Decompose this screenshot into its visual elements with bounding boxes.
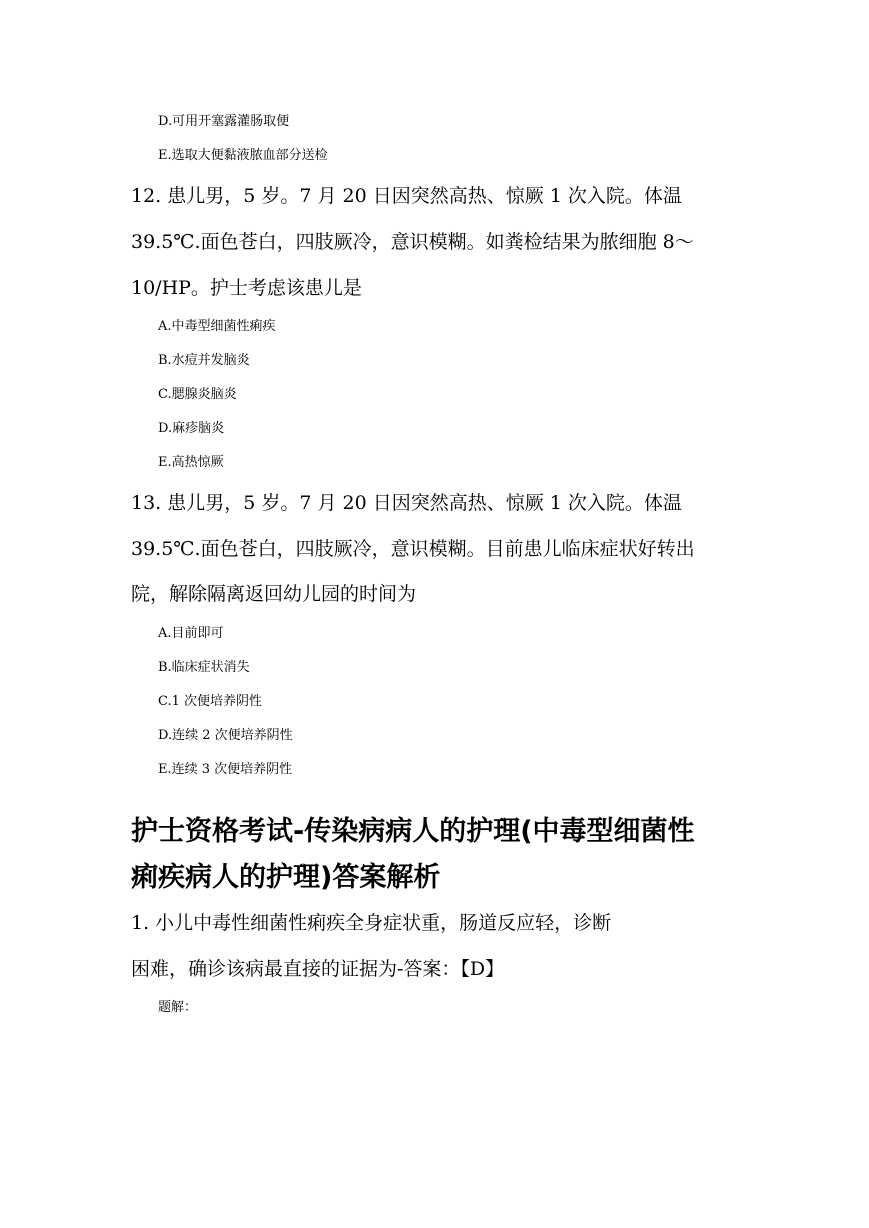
- question-12-line-1: 12. 患儿男，5 岁。7 月 20 日因突然高热、惊厥 1 次入院。体温: [131, 185, 682, 207]
- question-13-option-c: C.1 次便培养阴性: [158, 694, 263, 709]
- question-13-line-3: 院，解除隔离返回幼儿园的时间为: [131, 583, 417, 605]
- question-13-line-2: 39.5℃.面色苍白，四肢厥冷，意识模糊。目前患儿临床症状好转出: [131, 538, 695, 560]
- answer-1-line-2: 困难，确诊该病最直接的证据为-答案：【D】: [131, 958, 505, 980]
- question-12-line-2: 39.5℃.面色苍白，四肢厥冷，意识模糊。如粪检结果为脓细胞 8～: [131, 231, 694, 253]
- section-title-line-1: 护士资格考试-传染病病人的护理(中毒型细菌性: [131, 816, 695, 847]
- question-13-line-1: 13. 患儿男，5 岁。7 月 20 日因突然高热、惊厥 1 次入院。体温: [131, 492, 682, 514]
- section-title-line-2: 痢疾病人的护理)答案解析: [131, 862, 441, 893]
- question-13-option-e: E.连续 3 次便培养阴性: [158, 762, 293, 777]
- question-12-option-c: C.腮腺炎脑炎: [158, 387, 237, 402]
- question-12-option-b: B.水痘并发脑炎: [158, 353, 250, 368]
- question-12-line-3: 10/HP。护士考虑该患儿是: [131, 277, 362, 299]
- answer-1-line-1: 1. 小儿中毒性细菌性痢疾全身症状重，肠道反应轻，诊断: [131, 912, 612, 934]
- question-13-option-d: D.连续 2 次便培养阴性: [158, 728, 293, 743]
- question-12-option-d: D.麻疹脑炎: [158, 421, 225, 436]
- question-13-option-a: A.目前即可: [158, 626, 224, 641]
- question-12-option-e: E.高热惊厥: [158, 455, 224, 470]
- question-12-option-a: A.中毒型细菌性痢疾: [158, 319, 276, 334]
- option-d-prev: D.可用开塞露灌肠取便: [158, 114, 290, 129]
- question-13-option-b: B.临床症状消失: [158, 660, 250, 675]
- answer-1-explanation-label: 题解：: [158, 1000, 198, 1015]
- option-e-prev: E.选取大便黏液脓血部分送检: [158, 148, 328, 163]
